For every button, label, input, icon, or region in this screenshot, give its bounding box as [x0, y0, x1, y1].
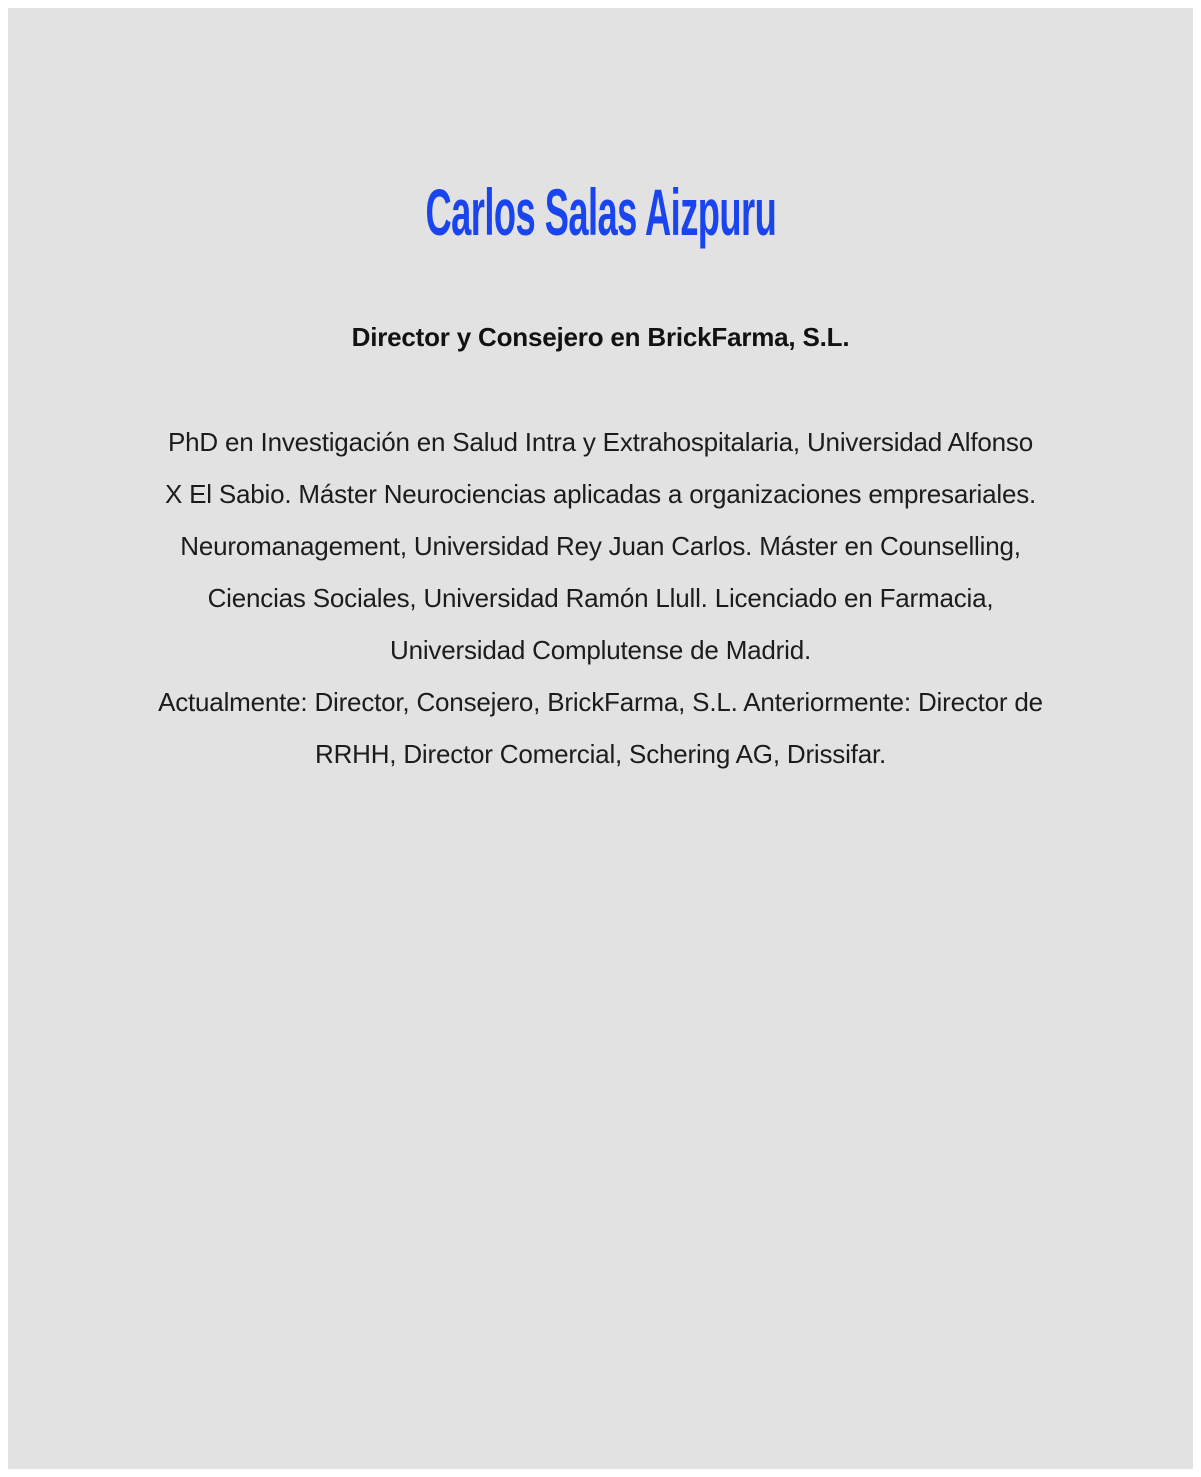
- bio-line: RRHH, Director Comercial, Schering AG, Drissifar.: [315, 739, 886, 769]
- bio-line: Actualmente: Director, Consejero, BrickFarma, S.L. Anteriormente: Director de: [158, 687, 1043, 717]
- bio-line: Universidad Complutense de Madrid.: [390, 635, 811, 665]
- profile-page: [8, 8, 1193, 1469]
- bio-line: Ciencias Sociales, Universidad Ramón Llull. Licenciado en Farmacia,: [207, 583, 994, 613]
- bio-line: X El Sabio. Máster Neurociencias aplicadas a organizaciones empresariales.: [164, 479, 1037, 509]
- profile-headline: Director y Consejero en BrickFarma, S.L.: [351, 322, 850, 352]
- profile-bio: [8, 416, 1193, 780]
- profile-name: [8, 8, 1193, 250]
- bio-line: PhD en Investigación en Salud Intra y Extrahospitalaria, Universidad Alfonso: [168, 427, 1033, 457]
- bio-line: Neuromanagement, Universidad Rey Juan Carlos. Máster en Counselling,: [180, 531, 1021, 561]
- profile-name-text: Carlos Salas Aizpuru: [425, 175, 776, 249]
